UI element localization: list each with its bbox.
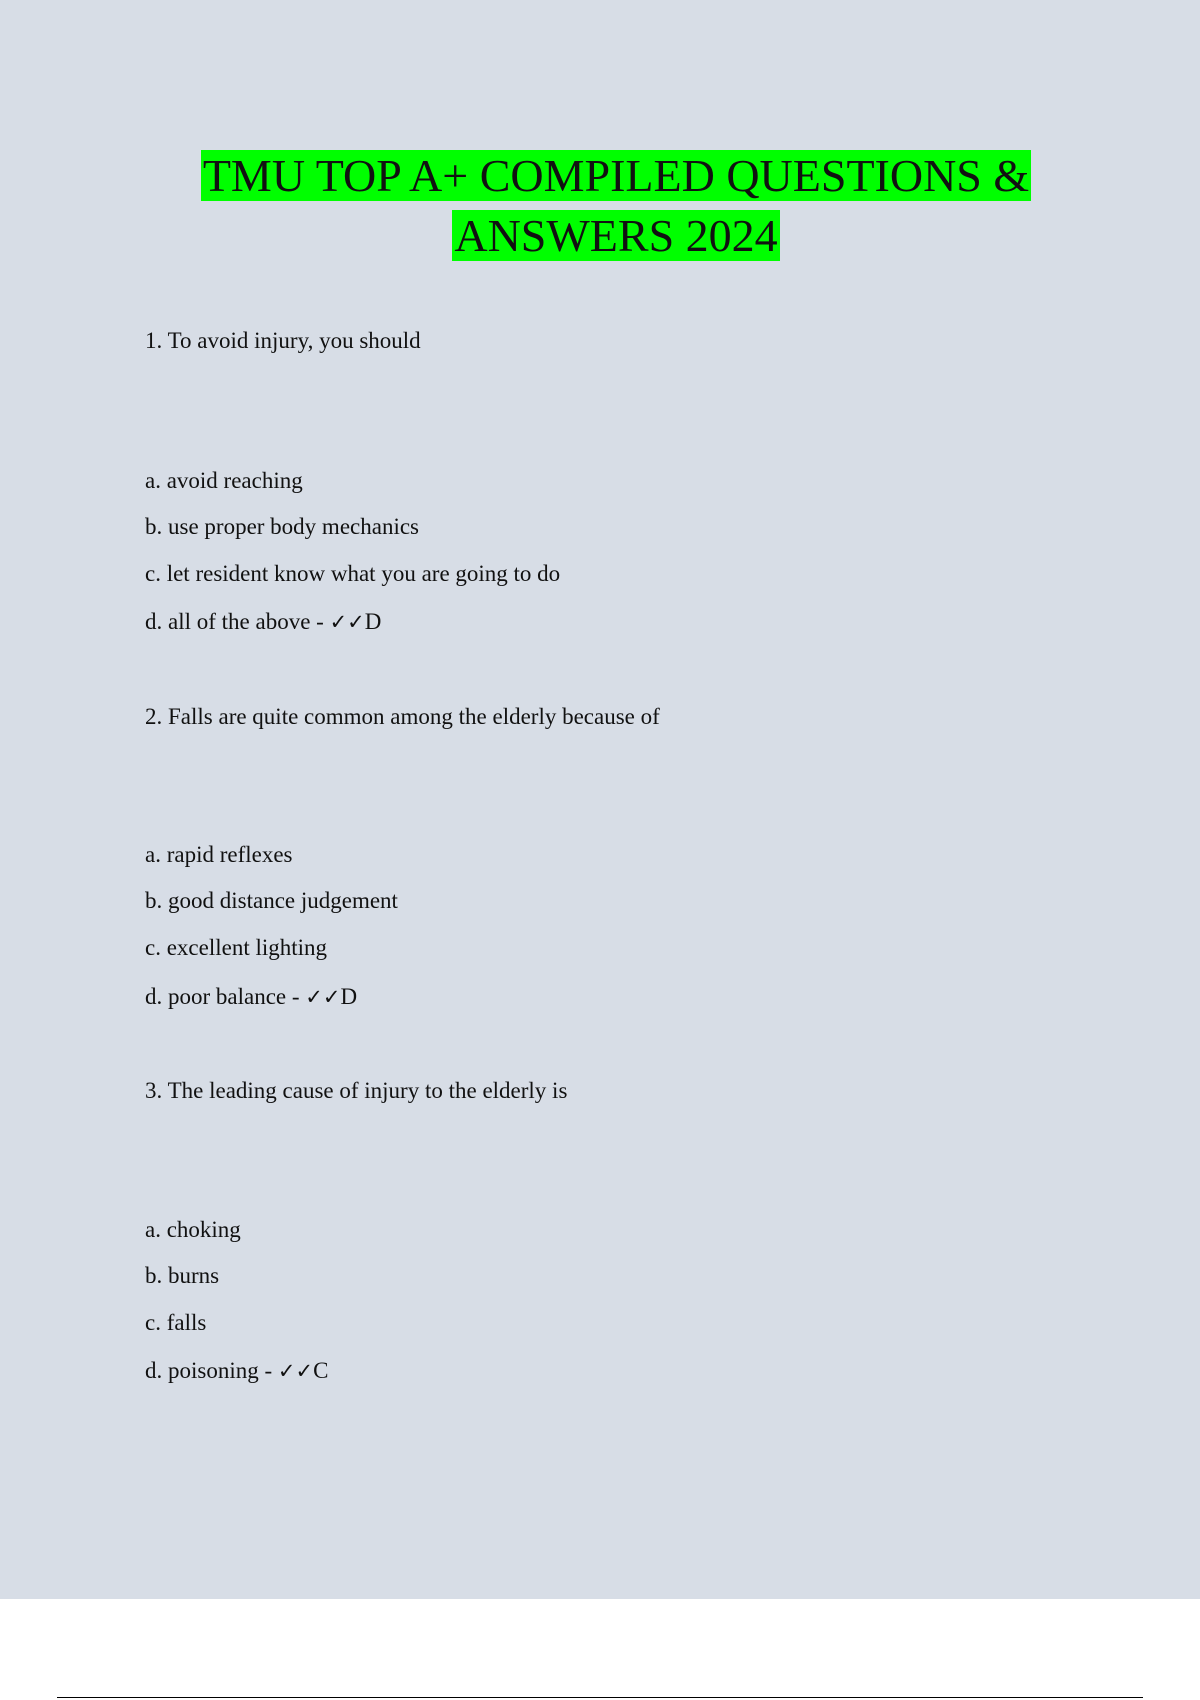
question-1-option-c: c. let resident know what you are going to do [145, 561, 561, 586]
double-check-icon: ✓✓ [305, 985, 341, 1009]
question-3-option-c: c. falls [145, 1310, 207, 1335]
footer-divider [57, 1697, 1143, 1698]
question-2-option-b: b. good distance judgement [145, 888, 398, 913]
question-1-option-b: b. use proper body mechanics [145, 514, 420, 539]
question-2-option-a: a. rapid reflexes [145, 842, 293, 867]
option-d-text: d. poisoning - [145, 1358, 278, 1383]
question-1: 1. To avoid injury, you should [145, 328, 421, 353]
answer-letter: D [340, 984, 358, 1009]
question-1-option-d [145, 607, 381, 637]
title-line-2: ANSWERS 2024 [454, 210, 778, 261]
option-d-text: d. all of the above - [145, 609, 330, 634]
double-check-icon: ✓✓ [277, 1359, 314, 1383]
question-3-option-d [145, 1356, 328, 1386]
double-check-icon: ✓✓ [329, 610, 365, 634]
question-2: 2. Falls are quite common among the elderly because of [145, 704, 660, 729]
answer-letter: C [313, 1358, 329, 1383]
question-2-option-d [145, 982, 357, 1012]
question-1-option-a: a. avoid reaching [145, 468, 303, 493]
title-line-1: TMU TOP A+ COMPILED QUESTIONS & [202, 150, 1030, 201]
question-2-option-c: c. excellent lighting [145, 935, 328, 960]
question-3: 3. The leading cause of injury to the elderly is [145, 1078, 568, 1103]
document-title [0, 146, 1200, 266]
question-3-option-b: b. burns [145, 1263, 220, 1288]
question-3-option-a: a. choking [145, 1217, 241, 1242]
option-d-text: d. poor balance - [145, 984, 306, 1009]
answer-letter: D [364, 609, 382, 634]
